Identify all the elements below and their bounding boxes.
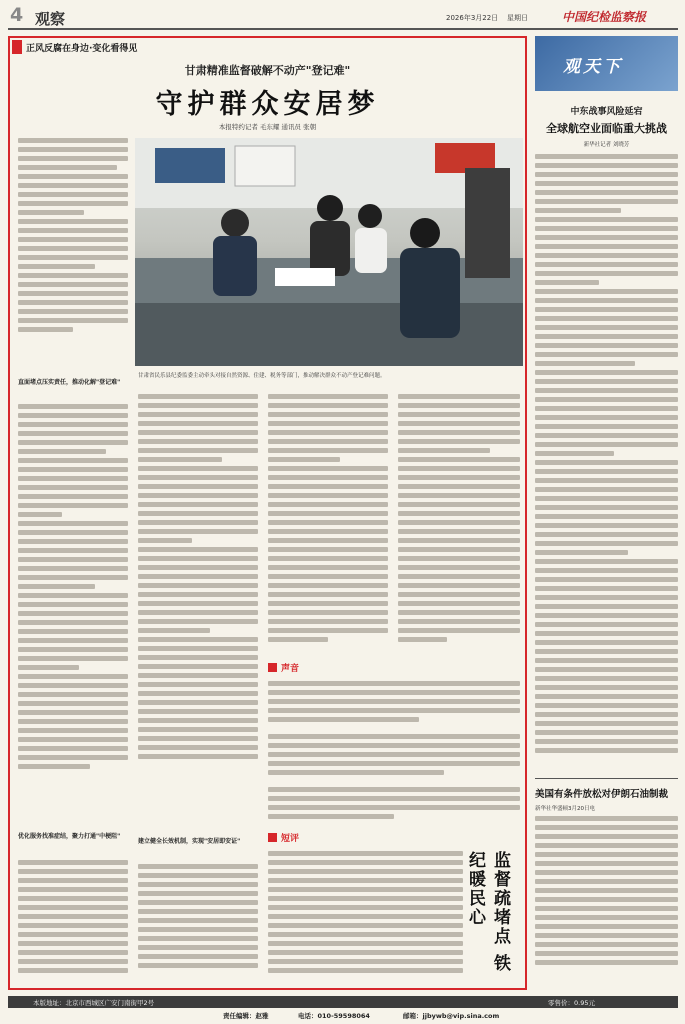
sidebar-second-byline: 新华社华盛顿3月20日电 — [535, 806, 595, 812]
body-column-3 — [268, 394, 388, 659]
footer-email: 邮箱：jjbywb@vip.sina.com — [403, 1012, 500, 1020]
footer-editor: 责任编辑：赵雅 — [223, 1012, 269, 1020]
subhead-1: 直面堵点压实责任，推动化解"登记难" — [18, 379, 121, 386]
subhead-2: 优化服务找准症结，聚力打通"中梗阻" — [18, 833, 121, 840]
body-column-1c — [18, 860, 128, 984]
column-tag — [12, 40, 22, 54]
masthead-rule — [8, 28, 678, 30]
commentary-box — [268, 833, 520, 983]
issue-weekday: 星期日 — [507, 14, 528, 22]
commentary-title: 监督疏堵点 铁纪暖民心 — [465, 851, 510, 973]
sidebar-second-headline: 美国有条件放松对伊朗石油制裁 — [535, 789, 669, 800]
body-column-4 — [398, 394, 520, 659]
voices-icon — [268, 663, 277, 672]
voices-label: 声音 — [281, 664, 300, 674]
masthead — [0, 0, 685, 30]
article-kicker: 甘肃精准监督破解不动产"登记难" — [184, 64, 351, 77]
newspaper-logo: 中国纪检监察报 — [562, 10, 647, 24]
sidebar-headline: 全球航空业面临重大挑战 — [546, 122, 667, 135]
footer-credits — [8, 1010, 678, 1022]
footer-price: 零售价：0.95元 — [548, 999, 595, 1007]
article-byline: 本报特约记者 毛东耀 通讯员 张朝 — [218, 123, 317, 131]
main-article — [8, 36, 527, 990]
sidebar-kicker: 中东战事风险延宕 — [570, 107, 643, 117]
body-column-1b — [18, 404, 128, 824]
voices-box — [268, 663, 520, 823]
column-tag-label: 正风反腐在身边·变化看得见 — [26, 44, 138, 54]
sidebar-byline: 新华社记者 刘晓芳 — [583, 142, 630, 148]
subhead-3: 建立健全长效机制，实现"安居即安证" — [138, 838, 241, 845]
news-photo — [135, 138, 523, 366]
sidebar-divider — [535, 778, 678, 779]
body-column-2b — [138, 864, 258, 984]
photo-scene — [135, 138, 523, 366]
page-number: 4 — [10, 4, 24, 26]
footer-phone: 电话：010-59598064 — [298, 1012, 370, 1020]
commentary-icon — [268, 833, 277, 842]
article-headline: 守护群众安居梦 — [155, 89, 380, 120]
body-column-2 — [138, 394, 258, 834]
sidebar-body-1 — [535, 154, 678, 766]
sidebar — [535, 36, 678, 990]
column-banner-title: 观天下 — [563, 57, 623, 77]
footer-address: 本版地址：北京市西城区广安门南街甲2号 — [33, 999, 155, 1007]
section-name: 观察 — [35, 10, 66, 28]
sidebar-body-2 — [535, 816, 678, 986]
commentary-label: 短评 — [281, 834, 300, 844]
issue-date: 2026年3月22日 — [446, 14, 499, 22]
body-column-1 — [18, 138, 128, 366]
photo-caption: 甘肃省民乐县纪委监委主动牵头对接自然资源、住建、税务等部门，推动解决群众不动产登记难问题。 — [138, 373, 386, 379]
footer-bar — [8, 996, 678, 1008]
